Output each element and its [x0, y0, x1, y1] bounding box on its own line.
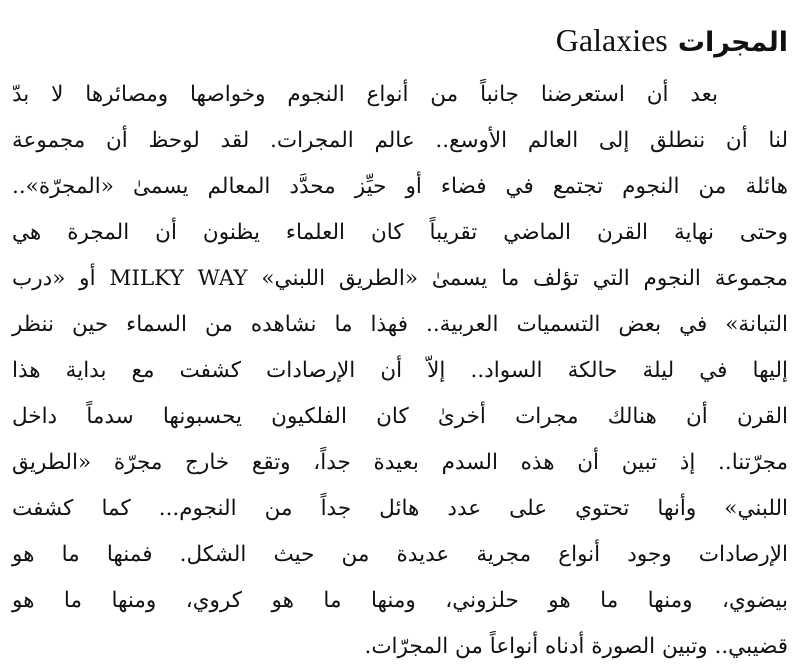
- paragraph-line: القرن أن هنالك مجرات أخرىٰ كان الفلكيون يحسبونها سدماً داخل: [12, 404, 788, 429]
- heading-english: Galaxies: [555, 22, 668, 58]
- heading-arabic: المجرات: [677, 27, 788, 58]
- paragraph-line: هائلة من النجوم تجتمع في فضاء أو حيِّز محدَّد المعالم يسمىٰ «المجرّة»..: [12, 174, 788, 199]
- paragraph-line: بعد أن استعرضنا جانباً من أنواع النجوم وخواصها ومصائرها لا بدّ: [12, 82, 718, 107]
- section-heading: [12, 14, 788, 66]
- paragraph-line: قضيبي.. وتبين الصورة أدناه أنواعاً من المجرّات.: [364, 634, 788, 659]
- paragraph-line: الإرصادات وجود أنواع مجرية عديدة من حيث الشكل. فمنها ما هو: [12, 542, 788, 567]
- paragraph-line: التبانة» في بعض التسميات العربية.. فهذا ما نشاهده من السماء حين ننظر: [12, 312, 788, 337]
- paragraph-line: لنا أن ننطلق إلى العالم الأوسع.. عالم المجرات. لقد لوحظ أن مجموعة: [12, 128, 788, 153]
- paragraph-line: وحتى نهاية القرن الماضي تقريباً كان العلماء يظنون أن المجرة هي: [12, 220, 788, 245]
- body-paragraph: [12, 72, 788, 670]
- paragraph-line: مجرّتنا.. إذ تبين أن هذه السدم بعيدة جداً، وتقع خارج مجرّة «الطريق: [12, 450, 788, 475]
- paragraph-line: إليها في ليلة حالكة السواد.. إلاّ أن الإرصادات كشفت مع بداية هذا: [12, 358, 788, 383]
- paragraph-line: اللبني» وأنها تحتوي على عدد هائل جداً من النجوم... كما كشفت: [12, 496, 788, 521]
- paragraph-line: بيضوي، ومنها ما هو حلزوني، ومنها ما هو كروي، ومنها ما هو: [12, 588, 788, 613]
- paragraph-line: مجموعة النجوم التي تؤلف ما يسمىٰ «الطريق اللبني» MILKY WAY أو «درب: [12, 266, 788, 291]
